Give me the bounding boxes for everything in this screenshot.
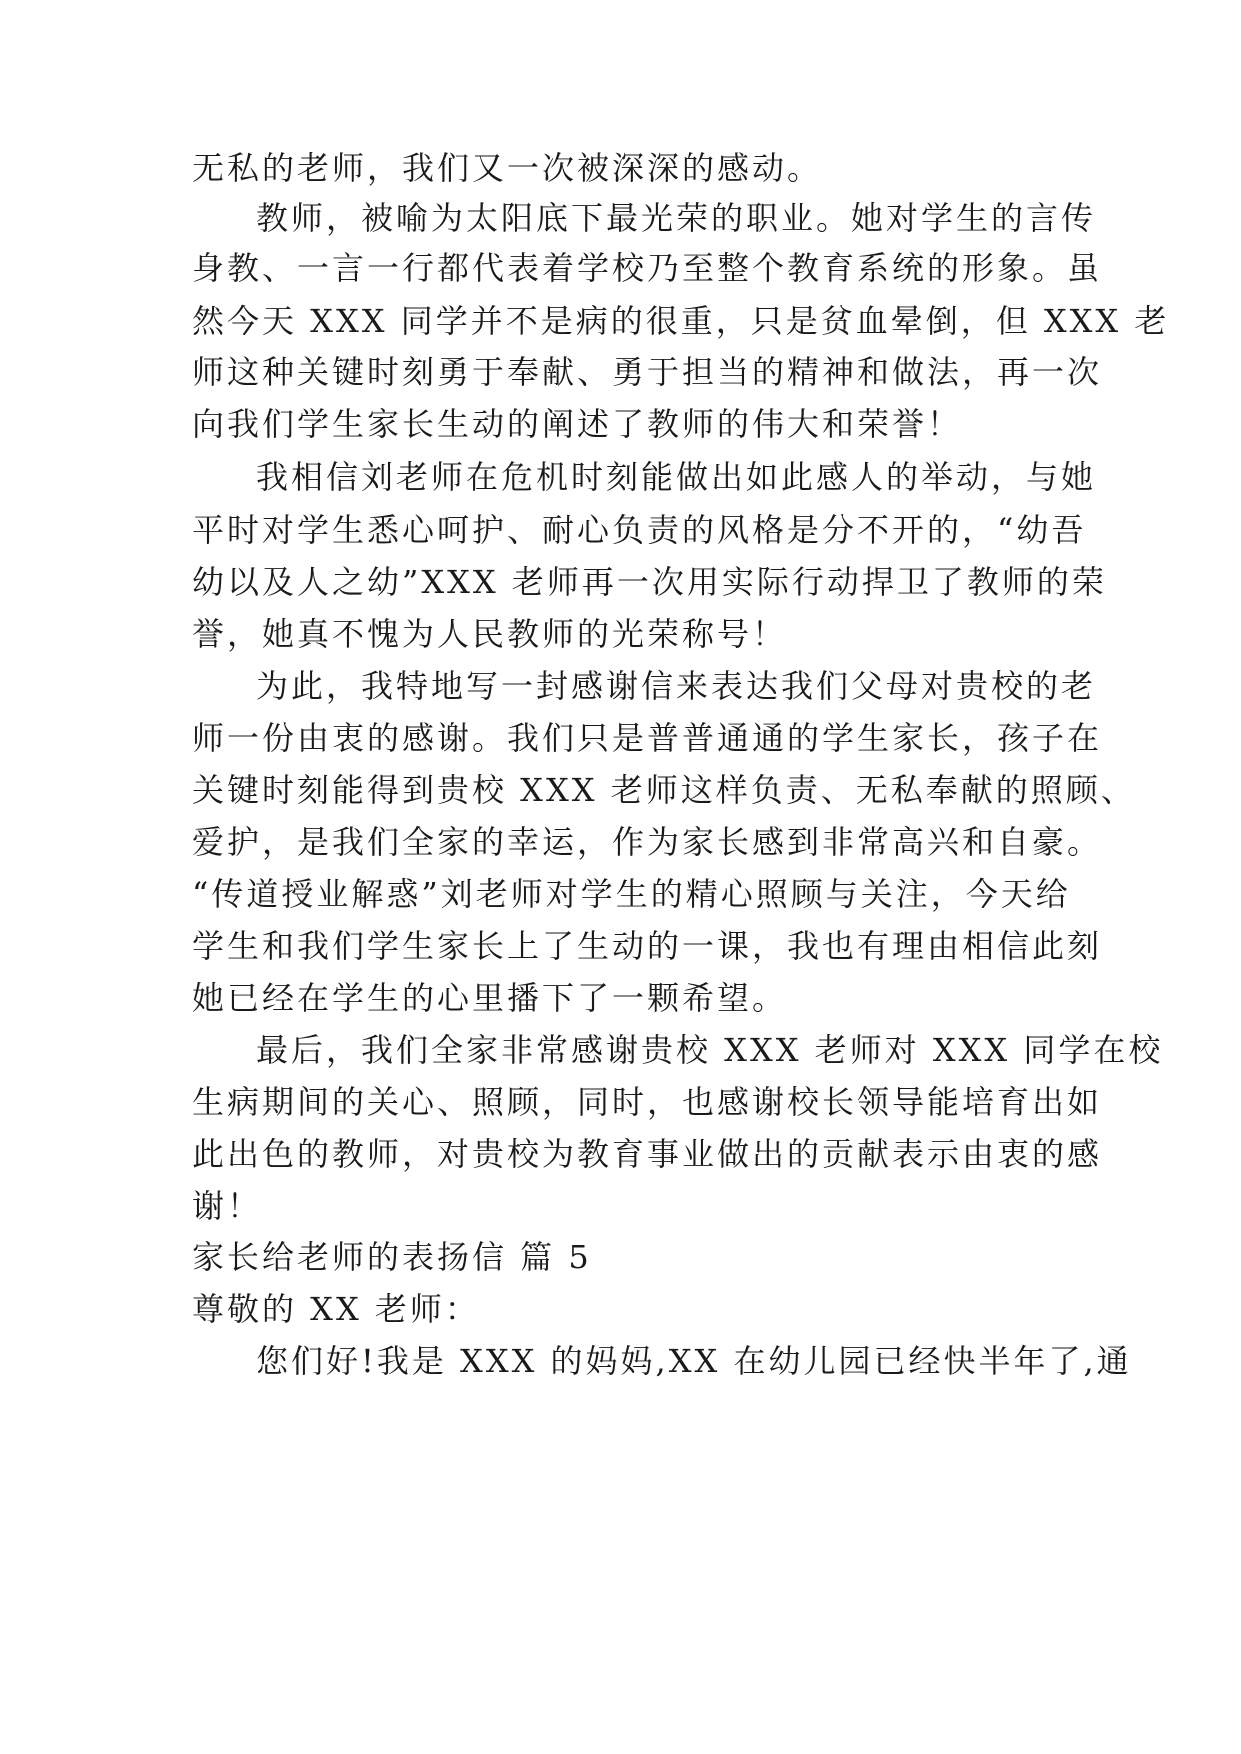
paragraph-start-line: 最后，我们全家非常感谢贵校 XXX 老师对 XXX 同学在校: [256, 1031, 1164, 1069]
text-line: 师一份由衷的感谢。我们只是普普通通的学生家长，孩子在: [192, 719, 1103, 757]
text-line: 幼以及人之幼”XXX 老师再一次用实际行动捍卫了教师的荣: [192, 563, 1107, 601]
text-line: 生病期间的关心、照顾，同时，也感谢校长领导能培育出如: [192, 1083, 1103, 1121]
text-line: 誉，她真不愧为人民教师的光荣称号！: [192, 615, 788, 653]
text-line: 师这种关键时刻勇于奉献、勇于担当的精神和做法，再一次: [192, 353, 1103, 391]
text-line: “传道授业解惑”刘老师对学生的精心照顾与关注，今天给: [192, 875, 1071, 913]
text-line: 无私的老师，我们又一次被深深的感动。: [192, 149, 823, 187]
text-line: 谢！: [192, 1187, 263, 1225]
text-line: 爱护，是我们全家的幸运，作为家长感到非常高兴和自豪。: [192, 823, 1103, 861]
paragraph-start-line: 您们好!我是 XXX 的妈妈,XX 在幼儿园已经快半年了,通: [256, 1342, 1132, 1380]
text-line: 她已经在学生的心里播下了一颗希望。: [192, 979, 788, 1017]
text-line: 学生和我们学生家长上了生动的一课，我也有理由相信此刻: [192, 927, 1103, 965]
text-line: 平时对学生悉心呵护、耐心负责的风格是分不开的，“幼吾: [192, 511, 1087, 549]
section-heading: 家长给老师的表扬信 篇 5: [192, 1238, 592, 1276]
text-line: 关键时刻能得到贵校 XXX 老师这样负责、无私奉献的照顾、: [192, 771, 1136, 809]
paragraph-start-line: 我相信刘老师在危机时刻能做出如此感人的举动，与她: [256, 458, 1097, 496]
paragraph-start-line: 教师，被喻为太阳底下最光荣的职业。她对学生的言传: [256, 199, 1097, 237]
salutation: 尊敬的 XX 老师：: [192, 1290, 480, 1328]
text-line: 向我们学生家长生动的阐述了教师的伟大和荣誉！: [192, 405, 963, 443]
text-line: 此出色的教师，对贵校为教育事业做出的贡献表示由衷的感: [192, 1135, 1103, 1173]
text-line: 身教、一言一行都代表着学校乃至整个教育系统的形象。虽: [192, 249, 1103, 287]
paragraph-start-line: 为此，我特地写一封感谢信来表达我们父母对贵校的老: [256, 667, 1097, 705]
text-line: 然今天 XXX 同学并不是病的很重，只是贫血晕倒，但 XXX 老: [192, 302, 1170, 340]
